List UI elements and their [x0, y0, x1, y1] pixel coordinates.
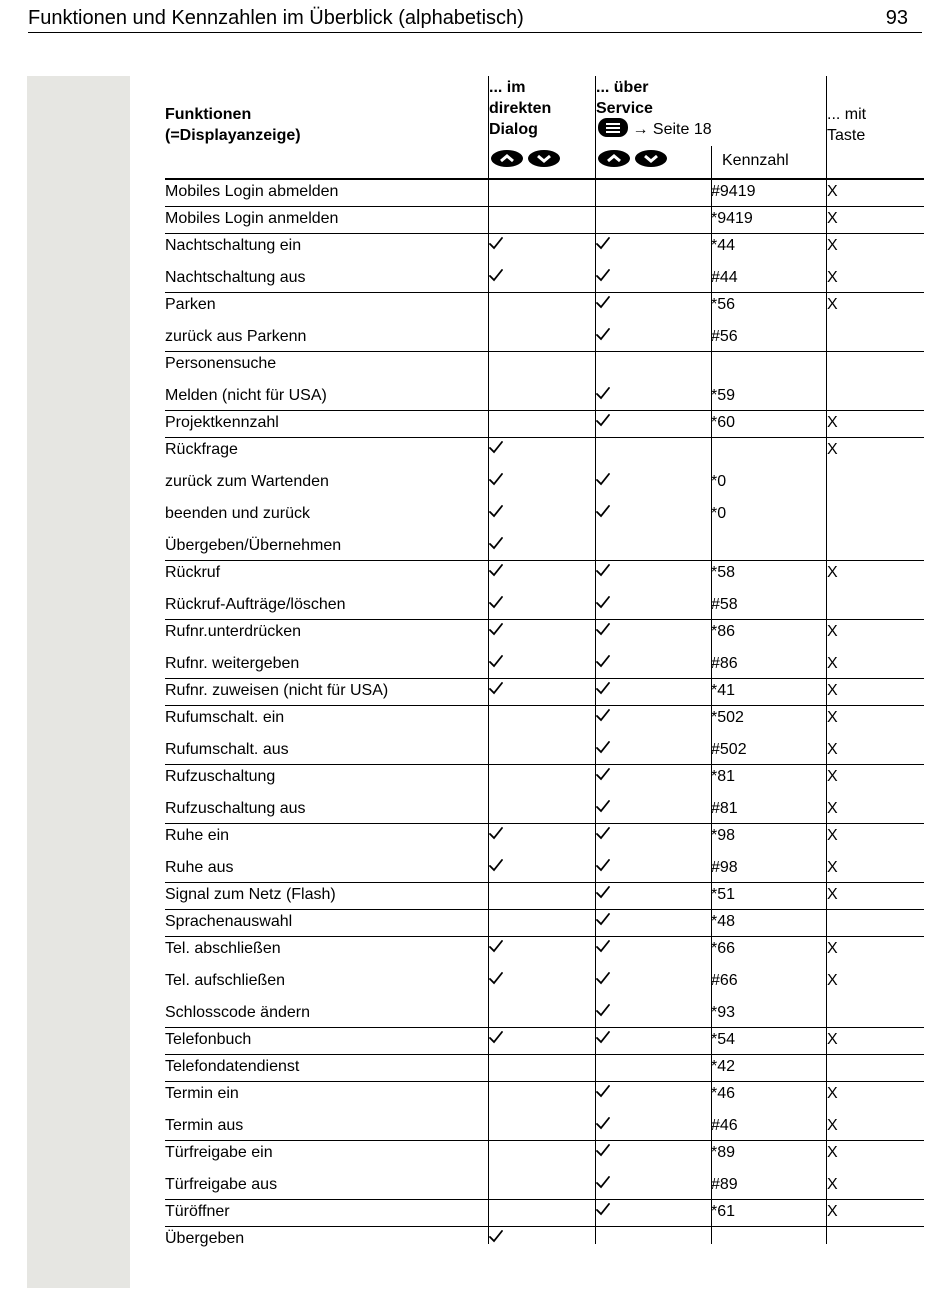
- function-name: Rufumschalt. aus: [165, 741, 289, 758]
- function-name: Ruhe ein: [165, 827, 230, 844]
- checkmark-icon: [489, 654, 509, 674]
- table-row: [165, 561, 924, 587]
- menu-icon: [598, 118, 628, 137]
- header-service: ... über Service: [596, 79, 653, 117]
- key-mark: X: [827, 940, 838, 957]
- code-value: *0: [711, 473, 727, 490]
- checkmark-icon: [596, 740, 616, 760]
- function-name: Mobiles Login abmelden: [165, 183, 339, 200]
- table-group: [165, 937, 924, 1028]
- checkmark-icon: [596, 1116, 616, 1136]
- table-row: [165, 963, 924, 995]
- code-value: *61: [711, 1203, 736, 1220]
- code-value: #58: [711, 596, 738, 613]
- table-body: [0, 180, 950, 1253]
- table-header: [0, 0, 950, 180]
- function-name: Rufnr. weitergeben: [165, 655, 300, 672]
- checkmark-icon: [596, 622, 616, 642]
- table-group: [165, 765, 924, 824]
- key-mark: X: [827, 1117, 838, 1134]
- header-direct-dialog: ... im direkten Dialog: [489, 79, 552, 138]
- code-value: *56: [711, 296, 736, 313]
- nav-down-icon: [635, 150, 667, 167]
- code-value: *86: [711, 623, 736, 640]
- table-row: [165, 765, 924, 791]
- table-group: [165, 706, 924, 765]
- checkmark-icon: [489, 622, 509, 642]
- code-value: *54: [711, 1031, 736, 1048]
- checkmark-icon: [596, 413, 616, 433]
- table-row: [165, 706, 924, 732]
- table-row: [165, 1055, 924, 1081]
- checkmark-icon: [596, 708, 616, 728]
- checkmark-icon: [596, 912, 616, 932]
- table-row: [165, 1200, 924, 1226]
- header-functions: Funktionen (=Displayanzeige): [165, 106, 301, 144]
- checkmark-icon: [596, 858, 616, 878]
- code-value: *58: [711, 564, 736, 581]
- key-mark: X: [827, 800, 838, 817]
- table-row: [165, 352, 924, 378]
- key-mark: X: [827, 1085, 838, 1102]
- table-row: [165, 910, 924, 936]
- code-value: #46: [711, 1117, 738, 1134]
- checkmark-icon: [489, 595, 509, 615]
- service-nav-icons: [598, 150, 667, 167]
- key-mark: X: [827, 709, 838, 726]
- code-value: *59: [711, 387, 736, 404]
- code-value: *89: [711, 1144, 736, 1161]
- checkmark-icon: [596, 767, 616, 787]
- key-mark: X: [827, 1203, 838, 1220]
- code-value: *51: [711, 886, 736, 903]
- key-mark: X: [827, 655, 838, 672]
- function-name: Melden (nicht für USA): [165, 387, 327, 404]
- code-value: *41: [711, 682, 736, 699]
- table-row: [165, 1028, 924, 1054]
- checkmark-icon: [596, 595, 616, 615]
- table-group: [165, 180, 924, 207]
- checkmark-icon: [596, 681, 616, 701]
- key-mark: X: [827, 564, 838, 581]
- header-service-ref: → Seite 18: [598, 118, 712, 140]
- code-value: *93: [711, 1004, 736, 1021]
- table-row: [165, 620, 924, 646]
- function-name: Sprachenauswahl: [165, 913, 293, 930]
- code-value: #86: [711, 655, 738, 672]
- checkmark-icon: [596, 939, 616, 959]
- header-code: Kennzahl: [722, 152, 789, 169]
- function-name: Türfreigabe aus: [165, 1176, 278, 1193]
- checkmark-icon: [489, 563, 509, 583]
- checkmark-icon: [596, 1003, 616, 1023]
- header-key: ... mit Taste: [827, 106, 867, 144]
- function-name: Türfreigabe ein: [165, 1144, 273, 1161]
- key-mark: X: [827, 441, 838, 458]
- function-name: Termin ein: [165, 1085, 239, 1102]
- table-group: [165, 620, 924, 679]
- checkmark-icon: [489, 858, 509, 878]
- checkmark-icon: [489, 268, 509, 288]
- code-value: #81: [711, 800, 738, 817]
- table-row: [165, 1167, 924, 1199]
- code-value: *81: [711, 768, 736, 785]
- table-row: [165, 464, 924, 496]
- function-name: Signal zum Netz (Flash): [165, 886, 336, 903]
- code-value: *9419: [711, 210, 753, 227]
- table-row: [165, 679, 924, 705]
- table-row: [165, 1108, 924, 1140]
- code-value: #66: [711, 972, 738, 989]
- table-row: [165, 411, 924, 437]
- checkmark-icon: [489, 971, 509, 991]
- function-name: Übergeben/Übernehmen: [165, 537, 342, 554]
- table-row: [165, 587, 924, 619]
- table-row: [165, 180, 924, 206]
- table-group: [165, 679, 924, 706]
- code-value: #98: [711, 859, 738, 876]
- table-group: [165, 411, 924, 438]
- checkmark-icon: [489, 826, 509, 846]
- code-value: *502: [711, 709, 744, 726]
- code-value: *48: [711, 913, 736, 930]
- table-group: [165, 207, 924, 234]
- key-mark: X: [827, 183, 838, 200]
- code-value: *42: [711, 1058, 736, 1075]
- key-mark: X: [827, 682, 838, 699]
- table-group: [165, 910, 924, 937]
- table-row: [165, 260, 924, 292]
- checkmark-icon: [596, 799, 616, 819]
- function-name: Übergeben: [165, 1230, 245, 1247]
- key-mark: X: [827, 623, 838, 640]
- function-name: Rufumschalt. ein: [165, 709, 285, 726]
- checkmark-icon: [596, 971, 616, 991]
- key-mark: X: [827, 1176, 838, 1193]
- table-row: [165, 234, 924, 260]
- code-value: #44: [711, 269, 738, 286]
- table-row: [165, 207, 924, 233]
- checkmark-icon: [596, 1084, 616, 1104]
- table-row: [165, 438, 924, 464]
- code-value: *60: [711, 414, 736, 431]
- function-name: Telefondatendienst: [165, 1058, 300, 1075]
- table-group: [165, 1082, 924, 1141]
- table-row: [165, 378, 924, 410]
- function-name: Projektkennzahl: [165, 414, 279, 431]
- code-value: #89: [711, 1176, 738, 1193]
- checkmark-icon: [596, 1175, 616, 1195]
- code-value: *46: [711, 1085, 736, 1102]
- code-value: #9419: [711, 183, 756, 200]
- function-name: Schlosscode ändern: [165, 1004, 310, 1021]
- checkmark-icon: [489, 939, 509, 959]
- key-mark: X: [827, 1144, 838, 1161]
- table-row: [165, 824, 924, 850]
- function-name: Telefonbuch: [165, 1031, 252, 1048]
- checkmark-icon: [489, 236, 509, 256]
- function-name: zurück aus Parkenn: [165, 328, 307, 345]
- key-mark: X: [827, 827, 838, 844]
- table-group: [165, 234, 924, 293]
- table-group: [165, 561, 924, 620]
- table-row: [165, 319, 924, 351]
- function-name: Parken: [165, 296, 216, 313]
- function-name: Türöffner: [165, 1203, 230, 1220]
- checkmark-icon: [596, 563, 616, 583]
- table-row: [165, 1141, 924, 1167]
- function-name: Tel. abschließen: [165, 940, 281, 957]
- function-name: Rufzuschaltung aus: [165, 800, 306, 817]
- function-name: Mobiles Login anmelden: [165, 210, 339, 227]
- checkmark-icon: [489, 1229, 509, 1249]
- code-value: #502: [711, 741, 747, 758]
- table-group: [165, 883, 924, 910]
- function-name: beenden und zurück: [165, 505, 310, 522]
- nav-up-icon: [598, 150, 630, 167]
- function-name: Rückfrage: [165, 441, 238, 458]
- table-row: [165, 937, 924, 963]
- key-mark: X: [827, 768, 838, 785]
- function-name: Rufnr. zuweisen (nicht für USA): [165, 682, 389, 699]
- table-row: [165, 1227, 924, 1253]
- key-mark: X: [827, 972, 838, 989]
- table-row: [165, 850, 924, 882]
- key-mark: X: [827, 237, 838, 254]
- page-number: 93: [885, 7, 908, 29]
- function-name: Rufnr.unterdrücken: [165, 623, 302, 640]
- code-value: *44: [711, 237, 736, 254]
- page-title: Funktionen und Kennzahlen im Überblick (alphabetisch): [28, 7, 524, 29]
- function-name: Rückruf-Aufträge/löschen: [165, 596, 346, 613]
- table-row: [165, 496, 924, 528]
- table-group: [165, 1227, 924, 1253]
- checkmark-icon: [596, 295, 616, 315]
- table-group: [165, 1200, 924, 1227]
- table-row: [165, 293, 924, 319]
- function-name: Nachtschaltung aus: [165, 269, 306, 286]
- checkmark-icon: [596, 386, 616, 406]
- table-group: [165, 352, 924, 411]
- checkmark-icon: [596, 1202, 616, 1222]
- code-value: #56: [711, 328, 738, 345]
- checkmark-icon: [596, 268, 616, 288]
- function-name: Rückruf: [165, 564, 221, 581]
- checkmark-icon: [489, 681, 509, 701]
- function-name: Personensuche: [165, 355, 277, 372]
- checkmark-icon: [596, 472, 616, 492]
- table-row: [165, 995, 924, 1027]
- key-mark: X: [827, 296, 838, 313]
- checkmark-icon: [596, 1030, 616, 1050]
- checkmark-icon: [596, 885, 616, 905]
- table-row: [165, 732, 924, 764]
- checkmark-icon: [596, 504, 616, 524]
- nav-up-icon: [491, 150, 523, 167]
- checkmark-icon: [489, 1030, 509, 1050]
- key-mark: X: [827, 741, 838, 758]
- checkmark-icon: [596, 654, 616, 674]
- key-mark: X: [827, 859, 838, 876]
- code-value: *0: [711, 505, 727, 522]
- checkmark-icon: [596, 236, 616, 256]
- table-row: [165, 1082, 924, 1108]
- table-group: [165, 293, 924, 352]
- table-group: [165, 1141, 924, 1200]
- table-group: [165, 1028, 924, 1055]
- table-row: [165, 528, 924, 560]
- checkmark-icon: [489, 504, 509, 524]
- key-mark: X: [827, 1031, 838, 1048]
- checkmark-icon: [596, 826, 616, 846]
- direct-nav-icons: [491, 150, 560, 167]
- checkmark-icon: [489, 440, 509, 460]
- table-group: [165, 1055, 924, 1082]
- table-row: [165, 883, 924, 909]
- nav-down-icon: [528, 150, 560, 167]
- function-name: Ruhe aus: [165, 859, 234, 876]
- code-value: *66: [711, 940, 736, 957]
- checkmark-icon: [489, 472, 509, 492]
- key-mark: X: [827, 414, 838, 431]
- checkmark-icon: [489, 536, 509, 556]
- function-name: Termin aus: [165, 1117, 244, 1134]
- function-name: zurück zum Wartenden: [165, 473, 329, 490]
- checkmark-icon: [596, 327, 616, 347]
- checkmark-icon: [596, 1143, 616, 1163]
- function-name: Tel. aufschließen: [165, 972, 286, 989]
- key-mark: X: [827, 210, 838, 227]
- key-mark: X: [827, 886, 838, 903]
- function-name: Rufzuschaltung: [165, 768, 276, 785]
- table-group: [165, 824, 924, 883]
- table-group: [165, 438, 924, 561]
- code-value: *98: [711, 827, 736, 844]
- key-mark: X: [827, 269, 838, 286]
- table-row: [165, 646, 924, 678]
- function-name: Nachtschaltung ein: [165, 237, 302, 254]
- table-row: [165, 791, 924, 823]
